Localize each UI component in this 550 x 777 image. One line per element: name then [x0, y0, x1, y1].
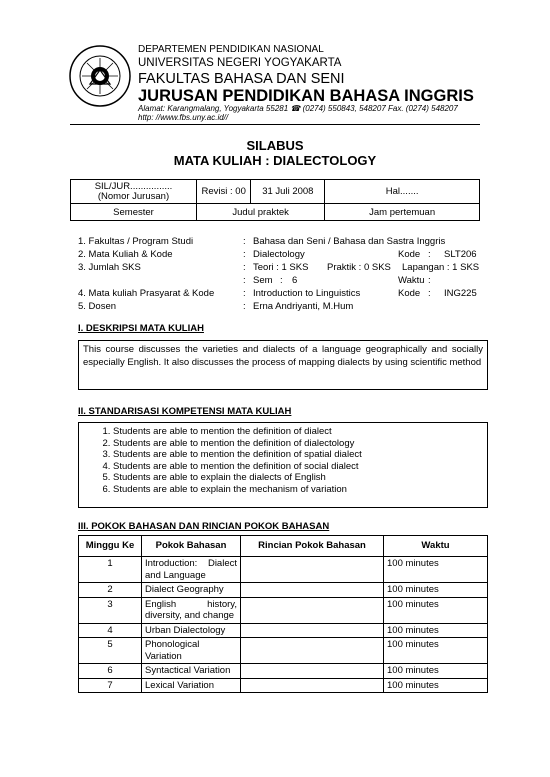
header-url: http: //www.fbs.uny.ac.id//: [138, 113, 229, 122]
semester-cell: Semester: [71, 204, 197, 221]
competency-item: 3. Students are able to mention the definition of spatial dialect: [113, 449, 487, 461]
week-cell: 7: [79, 678, 142, 693]
time-cell: 100 minutes: [384, 678, 488, 693]
competency-item: 4. Students are able to mention the definition of social dialect: [113, 461, 487, 473]
topic-cell: Dialect Geography: [142, 583, 241, 598]
section1-body: This course discusses the varieties and dialects of a language geographically and socially especially English. It also discusses the process of mapping dialects by using scientific method: [83, 344, 483, 368]
week-cell: 6: [79, 664, 142, 679]
time-cell: 100 minutes: [384, 664, 488, 679]
revisi-cell: Revisi : 00: [196, 180, 250, 204]
info-lecturer-label: 5. Dosen: [78, 301, 117, 312]
date-cell: 31 Juli 2008: [251, 180, 325, 204]
detail-cell: [241, 664, 384, 679]
info-sks-label: 3. Jumlah SKS: [78, 262, 141, 273]
header-ministry: DEPARTEMEN PENDIDIKAN NASIONAL: [138, 44, 324, 55]
col-week: Minggu Ke: [79, 536, 142, 557]
time-cell: 100 minutes: [384, 638, 488, 664]
section3-heading: III. POKOK BAHASAN DAN RINCIAN POKOK BAHASAN: [78, 521, 330, 532]
header-rule: [70, 124, 480, 125]
siljur-cell: SIL/JUR................ (Nomor Jurusan): [71, 180, 197, 204]
info-lecturer-value: Erna Andriyanti, M.Hum: [253, 301, 354, 312]
header-department: JURUSAN PENDIDIKAN BAHASA INGGRIS: [138, 87, 474, 105]
competency-item: 2. Students are able to mention the definition of dialectology: [113, 438, 487, 450]
info-sks-praktik: Praktik : 0 SKS: [327, 262, 391, 273]
col-topic: Pokok Bahasan: [142, 536, 241, 557]
doc-subtitle: MATA KULIAH : DIALECTOLOGY: [173, 153, 377, 168]
col-detail: Rincian Pokok Bahasan: [241, 536, 384, 557]
week-cell: 4: [79, 623, 142, 638]
detail-cell: [241, 638, 384, 664]
info-faculty-value: Bahasa dan Seni / Bahasa dan Sastra Inggris: [253, 236, 446, 247]
time-cell: 100 minutes: [384, 583, 488, 598]
col-time: Waktu: [384, 536, 488, 557]
topic-cell: Lexical Variation: [142, 678, 241, 693]
info-prereq-label: 4. Mata kuliah Prasyarat & Kode: [78, 288, 215, 299]
table-row: [79, 583, 488, 598]
info-prereq-value: Introduction to Linguistics: [253, 288, 361, 299]
week-cell: 5: [79, 638, 142, 664]
doc-title: SILABUS: [246, 138, 304, 153]
time-cell: 100 minutes: [384, 597, 488, 623]
week-cell: 2: [79, 583, 142, 598]
table-row: [79, 678, 488, 693]
time-cell: 100 minutes: [384, 623, 488, 638]
topic-cell: English history, diversity, and change: [142, 597, 241, 623]
section2-heading: II. STANDARISASI KOMPETENSI MATA KULIAH: [78, 406, 292, 417]
course-info: 1. Fakultas / Program Studi : Bahasa dan Seni / Bahasa dan Sastra Inggris 2. Mata Kuliah & Kode : Dialectology Kode : SLT206 3. Jumlah SKS : Teori : 1 SKS Praktik : 0 SKS Lapangan : 1 SKS : Sem : 6 Waktu : 4. Mata kuliah Prasyarat & Kode : Introduction to Linguistics Kode : ING225 5. Dosen : Erna Andriyanti, M.Hum: [78, 236, 480, 312]
detail-cell: [241, 678, 384, 693]
topics-table: [78, 535, 488, 693]
competency-item: 5. Students are able to explain the dialects of English: [113, 472, 487, 484]
detail-cell: [241, 557, 384, 583]
detail-cell: [241, 623, 384, 638]
header-university: UNIVERSITAS NEGERI YOGYAKARTA: [138, 57, 342, 69]
table-row: [79, 638, 488, 664]
info-course-label: 2. Mata Kuliah & Kode: [78, 249, 173, 260]
section1-box: [78, 340, 488, 390]
detail-cell: [241, 597, 384, 623]
topic-cell: Introduction: Dialect and Language: [142, 557, 241, 583]
info-sem-label: Sem: [253, 275, 273, 286]
section1-heading: I. DESKRIPSI MATA KULIAH: [78, 323, 204, 334]
info-faculty-label: 1. Fakultas / Program Studi: [78, 236, 194, 247]
competency-item: 1. Students are able to mention the definition of dialect: [113, 426, 487, 438]
info-waktu-label: Waktu: [398, 275, 425, 286]
table-row: [79, 597, 488, 623]
table-row: [79, 664, 488, 679]
week-cell: 1: [79, 557, 142, 583]
week-cell: 3: [79, 597, 142, 623]
info-prereq-code: ING225: [444, 288, 477, 299]
table-row: [79, 557, 488, 583]
judul-cell: Judul praktek: [196, 204, 324, 221]
info-course-value: Dialectology: [253, 249, 305, 260]
topic-cell: Urban Dialectology: [142, 623, 241, 638]
section2-box: [78, 422, 488, 508]
detail-cell: [241, 583, 384, 598]
university-logo: [68, 44, 132, 108]
hal-cell: Hal.......: [325, 180, 480, 204]
info-sks-teori: Teori : 1 SKS: [253, 262, 309, 273]
table-row: [79, 623, 488, 638]
header-faculty: FAKULTAS BAHASA DAN SENI: [138, 71, 345, 87]
competency-item: 6. Students are able to explain the mechanism of variation: [113, 484, 487, 496]
time-cell: 100 minutes: [384, 557, 488, 583]
header-address: Alamat: Karangmalang, Yogyakarta 55281 ☎ (0274) 550843, 548207 Fax. (0274) 548207: [138, 104, 458, 113]
info-course-code: SLT206: [444, 249, 477, 260]
topic-cell: Phonological Variation: [142, 638, 241, 664]
competency-list: [79, 426, 487, 495]
jam-cell: Jam pertemuan: [325, 204, 480, 221]
doc-info-table: [70, 179, 480, 221]
info-sem-value: 6: [292, 275, 298, 286]
topic-cell: Syntactical Variation: [142, 664, 241, 679]
info-sks-lapangan: Lapangan : 1 SKS: [402, 262, 480, 273]
